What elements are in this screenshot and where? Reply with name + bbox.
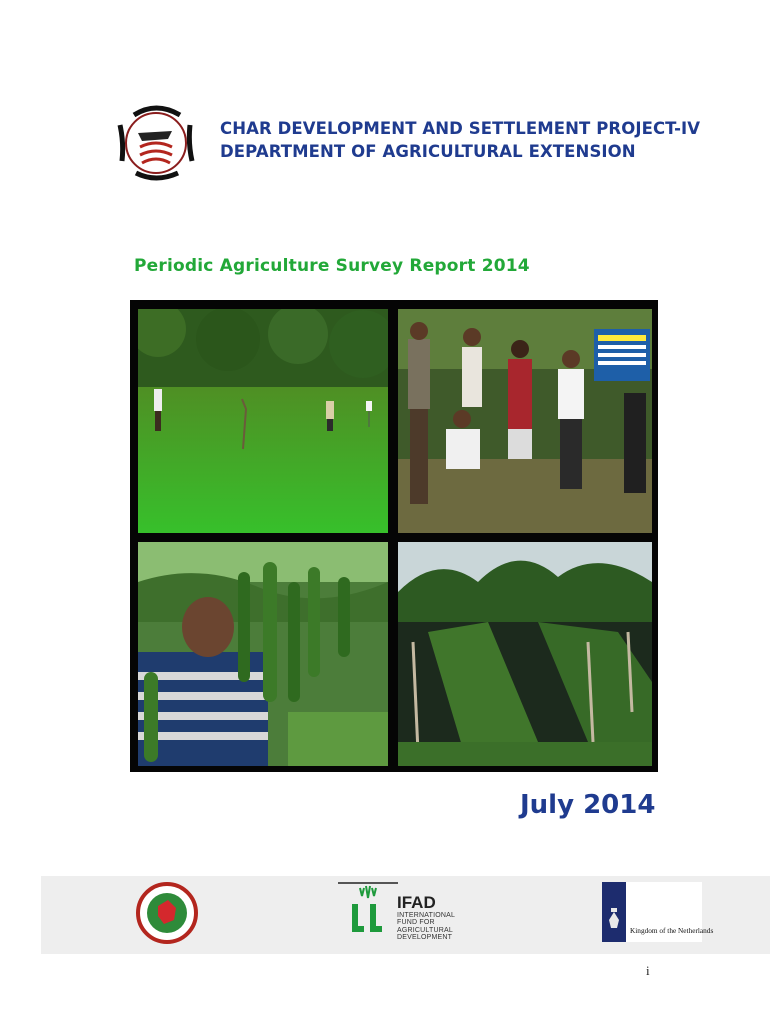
bangladesh-government-logo xyxy=(136,882,198,944)
netherlands-text: Kingdom of the Netherlands xyxy=(630,926,714,935)
bitter-gourd-photo xyxy=(138,542,388,766)
project-header xyxy=(220,117,700,163)
netherlands-logo xyxy=(602,882,714,942)
report-date: July 2014 xyxy=(520,790,656,820)
netherlands-crest-bar xyxy=(602,882,626,942)
project-name: CHAR DEVELOPMENT AND SETTLEMENT PROJECT-IV xyxy=(220,119,701,138)
page-number: i xyxy=(646,963,650,978)
pond-garden-photo xyxy=(398,542,652,766)
project-emblem-logo xyxy=(110,103,202,183)
ifad-name: IFAD xyxy=(397,893,436,912)
report-title: Periodic Agriculture Survey Report 2014 xyxy=(134,256,530,276)
field-visit-photo xyxy=(398,309,652,533)
department-name: DEPARTMENT OF AGRICULTURAL EXTENSION xyxy=(220,142,636,161)
photo-collage xyxy=(130,300,658,772)
ifad-full-name: INTERNATIONAL FUND FOR AGRICULTURAL DEVELOPMENT xyxy=(397,912,455,942)
rice-field-photo xyxy=(138,309,388,533)
